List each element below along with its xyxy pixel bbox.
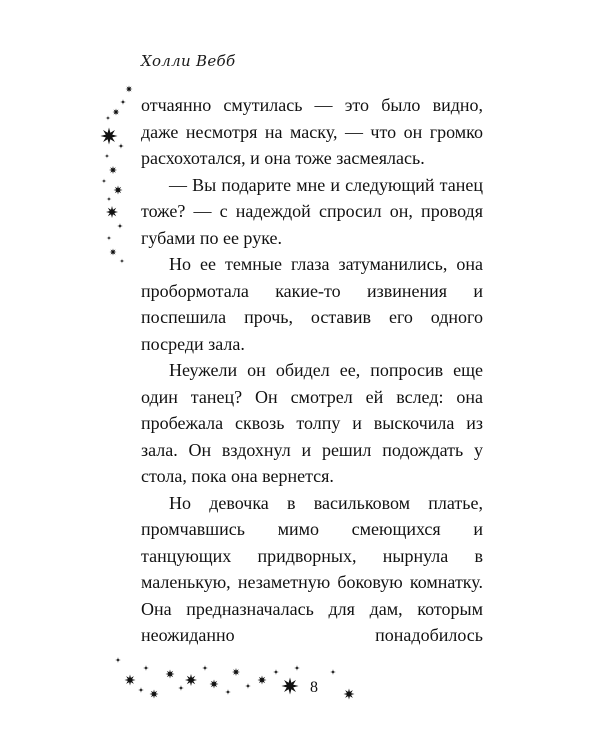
sparkle-star-icon (109, 166, 117, 174)
paragraph-1: отчаянно смутилась — это было видно, даже несмотря на маску, — что он громко расхохотался, и она тоже засмеялась. (141, 95, 483, 168)
paragraph-3: Но ее темные глаза затуманились, она пробормотала какие-то извинения и поспешила прочь, оставив его одного посреди зала. (141, 254, 483, 354)
sparkle-star-icon (185, 674, 197, 686)
sparkle-star-icon (138, 687, 144, 693)
sparkle-star-icon (102, 179, 107, 184)
sparkle-star-icon (258, 676, 267, 685)
sparkle-star-icon (210, 680, 219, 689)
sparkle-star-icon (125, 675, 136, 686)
sparkle-star-icon (178, 685, 184, 691)
sparkle-star-icon (273, 669, 279, 675)
sparkle-star-icon (294, 665, 300, 671)
sparkle-star-icon (150, 690, 159, 699)
paragraph-5: Но девочка в васильковом платье, промчавшись мимо смеющихся и танцующих придворных, нырнула в маленькую, незаметную боковую комнатку. Она предназначалась для дам, которым неожиданно понадобилось (141, 492, 483, 645)
sparkle-star-icon (330, 669, 336, 675)
sparkle-star-icon (115, 657, 121, 663)
sparkle-star-icon (101, 128, 118, 145)
sparkle-star-icon (225, 689, 231, 695)
sparkle-star-icon (143, 665, 149, 671)
sparkle-star-icon (107, 236, 112, 241)
paragraph-4: Неужели он обидел ее, попросив еще один танец? Он смотрел ей вслед: она пробежала сквозь толпу и выскочила из зала. Он вздохнул и решил подождать у стола, пока она вернется. (141, 360, 483, 486)
sparkle-star-icon (118, 143, 124, 149)
sparkle-star-icon (202, 665, 208, 671)
sparkle-star-icon (113, 109, 120, 116)
sparkle-star-icon (114, 186, 123, 195)
sparkle-star-icon (120, 259, 125, 264)
running-head-author: Холли Вебб (141, 52, 236, 70)
sparkle-star-icon (106, 116, 111, 121)
body-text (141, 92, 483, 649)
sparkle-star-icon (166, 670, 175, 679)
sparkle-star-icon (110, 249, 117, 256)
sparkle-star-icon (117, 223, 123, 229)
sparkle-star-icon (120, 99, 126, 105)
sparkle-star-icon (344, 689, 355, 700)
sparkle-star-icon (105, 154, 110, 159)
sparkle-star-icon (245, 683, 251, 689)
sparkle-star-icon (282, 678, 299, 695)
sparkle-star-icon (106, 206, 118, 218)
sparkle-star-icon (126, 86, 133, 93)
sparkle-star-icon (232, 668, 240, 676)
sparkle-star-icon (107, 197, 112, 202)
page-number: 8 (310, 679, 318, 696)
paragraph-2: — Вы подарите мне и следующий танец тоже? — с надеждой спросил он, проводя губами по ее руке. (141, 174, 483, 248)
